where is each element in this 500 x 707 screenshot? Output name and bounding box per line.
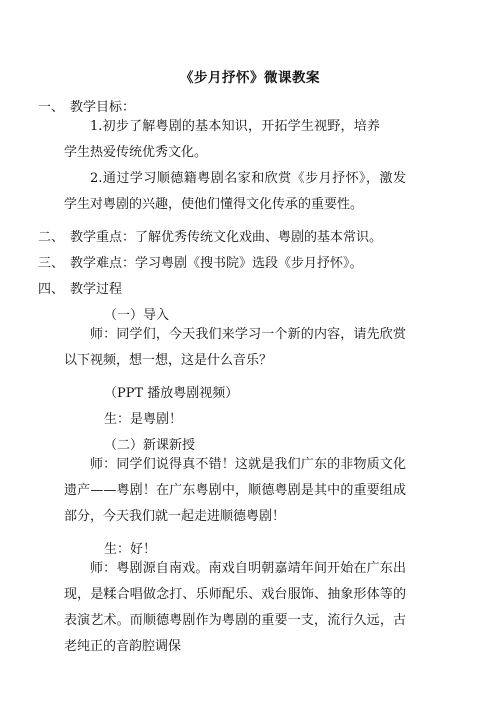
document-title: 《步月抒怀》微课教案 <box>180 70 320 86</box>
ppt-note: （PPT 播放粤剧视频） <box>104 386 239 401</box>
section-teaching-process <box>38 278 122 297</box>
section-heading: 教学目标： <box>70 100 136 115</box>
goal-paragraph-1: 1.初步了解粤剧的基本知识，开拓学生视野，培养学生热爱传统优秀文化。 <box>64 119 380 160</box>
section-number: 二、 <box>38 230 65 245</box>
section-heading: 教学难点：学习粤剧《搜书院》选段《步月抒怀》。 <box>70 256 363 271</box>
section-number: 一、 <box>38 100 65 115</box>
student-line-2: 生：好！ <box>104 542 157 557</box>
teacher-line-3: 师：粤剧源自南戏。南戏自明朝嘉靖年间开始在广东出现，是糅合唱做念打、乐师配乐、戏台服饰、抽象形体等的表演艺术。而顺德粤剧作为粤剧的重要一支，流行久远，古老纯正的音韵腔调保 <box>64 561 406 654</box>
section-number: 三、 <box>38 256 65 271</box>
subsection-intro: （一）导入 <box>104 308 170 323</box>
section-difficulties <box>38 252 363 271</box>
section-heading: 教学重点：了解优秀传统文化戏曲、粤剧的基本常识。 <box>70 230 383 245</box>
section-heading: 教学过程 <box>70 282 123 297</box>
subsection-new-lesson: （二）新课新授 <box>104 438 196 453</box>
teacher-line-1: 师：同学们，今天我们来学习一个新的内容，请先欣赏以下视频，想一想，这是什么音乐？ <box>64 327 406 368</box>
teacher-line-2: 师：同学们说得真不错！这就是我们广东的非物质文化遗产——粤剧！在广东粤剧中，顺德粤剧是其中的重要组成部分，今天我们就一起走进顺德粤剧！ <box>64 457 406 524</box>
section-number: 四、 <box>38 282 65 297</box>
student-line-1: 生：是粤剧！ <box>104 412 183 427</box>
goal-paragraph-2: 2.通过学习顺德籍粤剧名家和欣赏《步月抒怀》，激发学生对粤剧的兴趣，使他们懂得文化传承的重要性。 <box>64 171 406 212</box>
section-key-points <box>38 226 382 245</box>
section-teaching-goals <box>38 96 135 115</box>
